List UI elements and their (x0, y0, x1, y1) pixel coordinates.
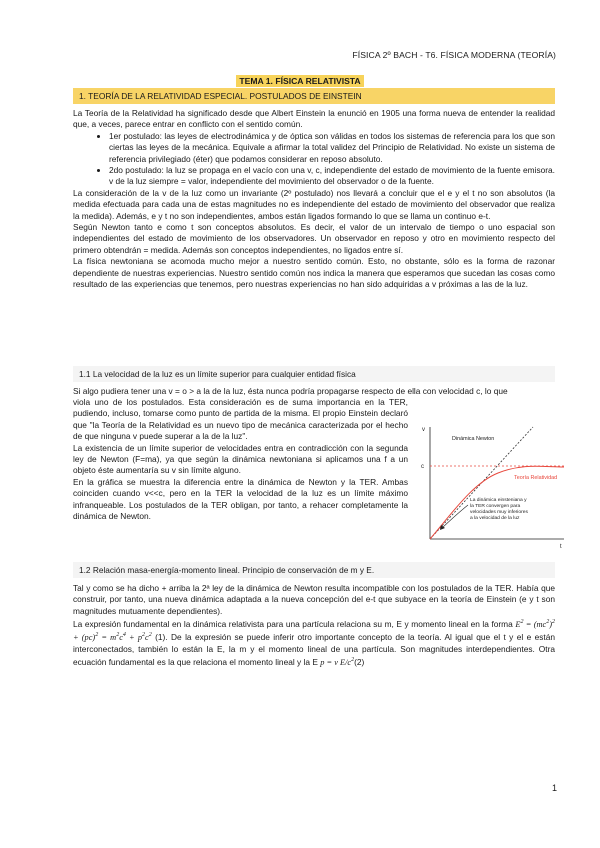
velocity-time-graph (418, 417, 568, 552)
convergence-note-line: a la velocidad de la luz (470, 516, 520, 521)
section-1-heading: 1. TEORÍA DE LA RELATIVIDAD ESPECIAL. POSTULADOS DE EINSTEIN (73, 88, 555, 104)
convergence-note-line: la TER convergen para (470, 504, 521, 509)
energy-momentum-equation: $E^2 = (mc^2)^2 + (pc)^2 = m^2c^4 + p^2c^2$ (73, 619, 555, 643)
document-title-text: TEMA 1. FÍSICA RELATIVISTA (236, 75, 363, 87)
postulate-2: • 2do postulado: la luz se propaga en el vacío con una v, c, independiente del estado de movimiento de la fuente emisora. v de la luz siempre = valor, independiente del movimiento del observador o de la fuente. (109, 165, 555, 188)
section-1-1-heading: 1.1 La velocidad de la luz es un límite superior para cualquier entidad física (73, 366, 555, 382)
section-1-paragraph: La consideración de la v de la luz como un invariante (2º postulado) nos llevará a concluir que el e y el t no son absolutos (la medida efectuada para cada una de estas magnitudes no es independiente del estado de movimiento del observador que realiza la medida). Además, e y t no son independientes, ambos están ligados formando lo que se llama un continuo e-t. (73, 187, 555, 221)
c-label: c (421, 464, 424, 470)
page-number: 1 (551, 783, 557, 793)
convergence-note-line: velocidades muy inferiores (470, 510, 528, 515)
momentum-energy-equation: p = v $E/c^2$ (320, 657, 355, 667)
section-1-2-paragraph-2 (73, 617, 555, 668)
section-1-1-body (73, 397, 408, 522)
section-1-2-body (73, 583, 555, 668)
newton-label: Dinámica Newton (452, 436, 495, 442)
section-1-2-paragraph: Tal y como se ha dicho + arriba la 2ª ley de la dinámica de Newton resulta incompatible con los postulados de la TER. Había que construir, por tanto, una nueva dinámica adaptada a la nueva concepción del e-t que subyace en la teoría de Einstein (e y t son magnitudes mutuamente dependientes). (73, 583, 555, 616)
postulates-list (73, 131, 555, 188)
equation-2-number: (2) (354, 656, 365, 667)
section-1-2-text-a: La expresión fundamental en la dinámica relativista para una partícula relaciona su m, E y momento lineal en la forma (73, 619, 513, 629)
section-1-1-paragraph: En la gráfica se muestra la diferencia entre la dinámica de Newton y la TER. Ambas coinciden cuando v<<c, pero en la TER la velocidad de la luz es un límite máximo infranqueable. Los postulados de la TER obligan, por tanto, a rehacer completamente la dinámica de Newton. (73, 476, 408, 522)
section-1-intro: La Teoría de la Relatividad ha significado desde que Albert Einstein la enunció en 1905 una forma nueva de entender la realidad que, a veces, parece entrar en conflicto con el sentido común. (73, 108, 555, 130)
convergence-note-line: La dinámica einsteniana y (470, 498, 527, 503)
y-axis-label: v (422, 427, 425, 433)
document-title (0, 71, 600, 89)
section-1-2-text-b: (1). De la expresión se puede inferir otro importante concepto de la teoría. Al igual que el t y el e están interconectados, también lo están la E, la m y el momento lineal de una partícula. Son magnitudes interdependientes. Otra ecuación fundamental es la que relaciona el momento lineal y la E (73, 632, 556, 667)
section-1-body (73, 108, 555, 291)
running-header: FÍSICA 2º BACH - T6. FÍSICA MODERNA (TEORÍA) (352, 50, 556, 60)
x-axis-label: t (560, 544, 562, 550)
section-1-paragraph: La física newtoniana se acomoda mucho mejor a nuestro sentido común. Esto, no obstante, sólo es la forma de razonar dependiente de nuestras experiencias. Nuestro sentido común nos indica la manera que esperamos que sucedan las cosas como resultado de las experiencias que tenemos, pero nuestras experiencias no han sido adquiridas a v próximas a las de la luz. (73, 256, 555, 290)
section-1-paragraph: Según Newton tanto e como t son conceptos absolutos. Es decir, el valor de un intervalo de tiempo o uno espacial son independientes del estado de movimiento de los observadores. Un observador en reposo y otro en movimiento respecto del primero obtendrán = medida. Además son conceptos independientes, no ligados entre sí. (73, 222, 555, 255)
relativity-label: Teoría Relatividad (514, 475, 558, 481)
section-1-1-line: Si algo pudiera tener una v = o > a la de la luz, ésta nunca podría propagarse respecto de ella con velocidad c, lo que (73, 386, 508, 396)
section-1-1-paragraph: La existencia de un límite superior de velocidades entra en contradicción con la segunda ley de Newton (F=ma), ya que según la dinámica newtoniana si aplicamos una f a un objeto éste aumentaría su v sin límite alguno. (73, 442, 408, 476)
section-1-1-paragraph: viola uno de los postulados. Esta consideración es de suma importancia en la TER, pudiendo, incluso, tomarse como punto de partida de la misma. El propio Einstein declaró que "la Teoría de la Relatividad es un nuevo tipo de mecánica caracterizada por el hecho de que ninguna v puede superar a la de la luz". (73, 397, 408, 442)
postulate-1: • 1er postulado: las leyes de electrodinámica y de óptica son válidas en todos los sistemas de referencia para los que son ciertas las leyes de la mecánica. Equivale a afirmar la total validez del Principio de Relatividad. No existe un sistema de referencia privilegiado (éter) que podamos considerar en reposo absoluto. (109, 131, 555, 165)
section-1-2-heading: 1.2 Relación masa-energía-momento lineal. Principio de conservación de m y E. (73, 562, 555, 578)
